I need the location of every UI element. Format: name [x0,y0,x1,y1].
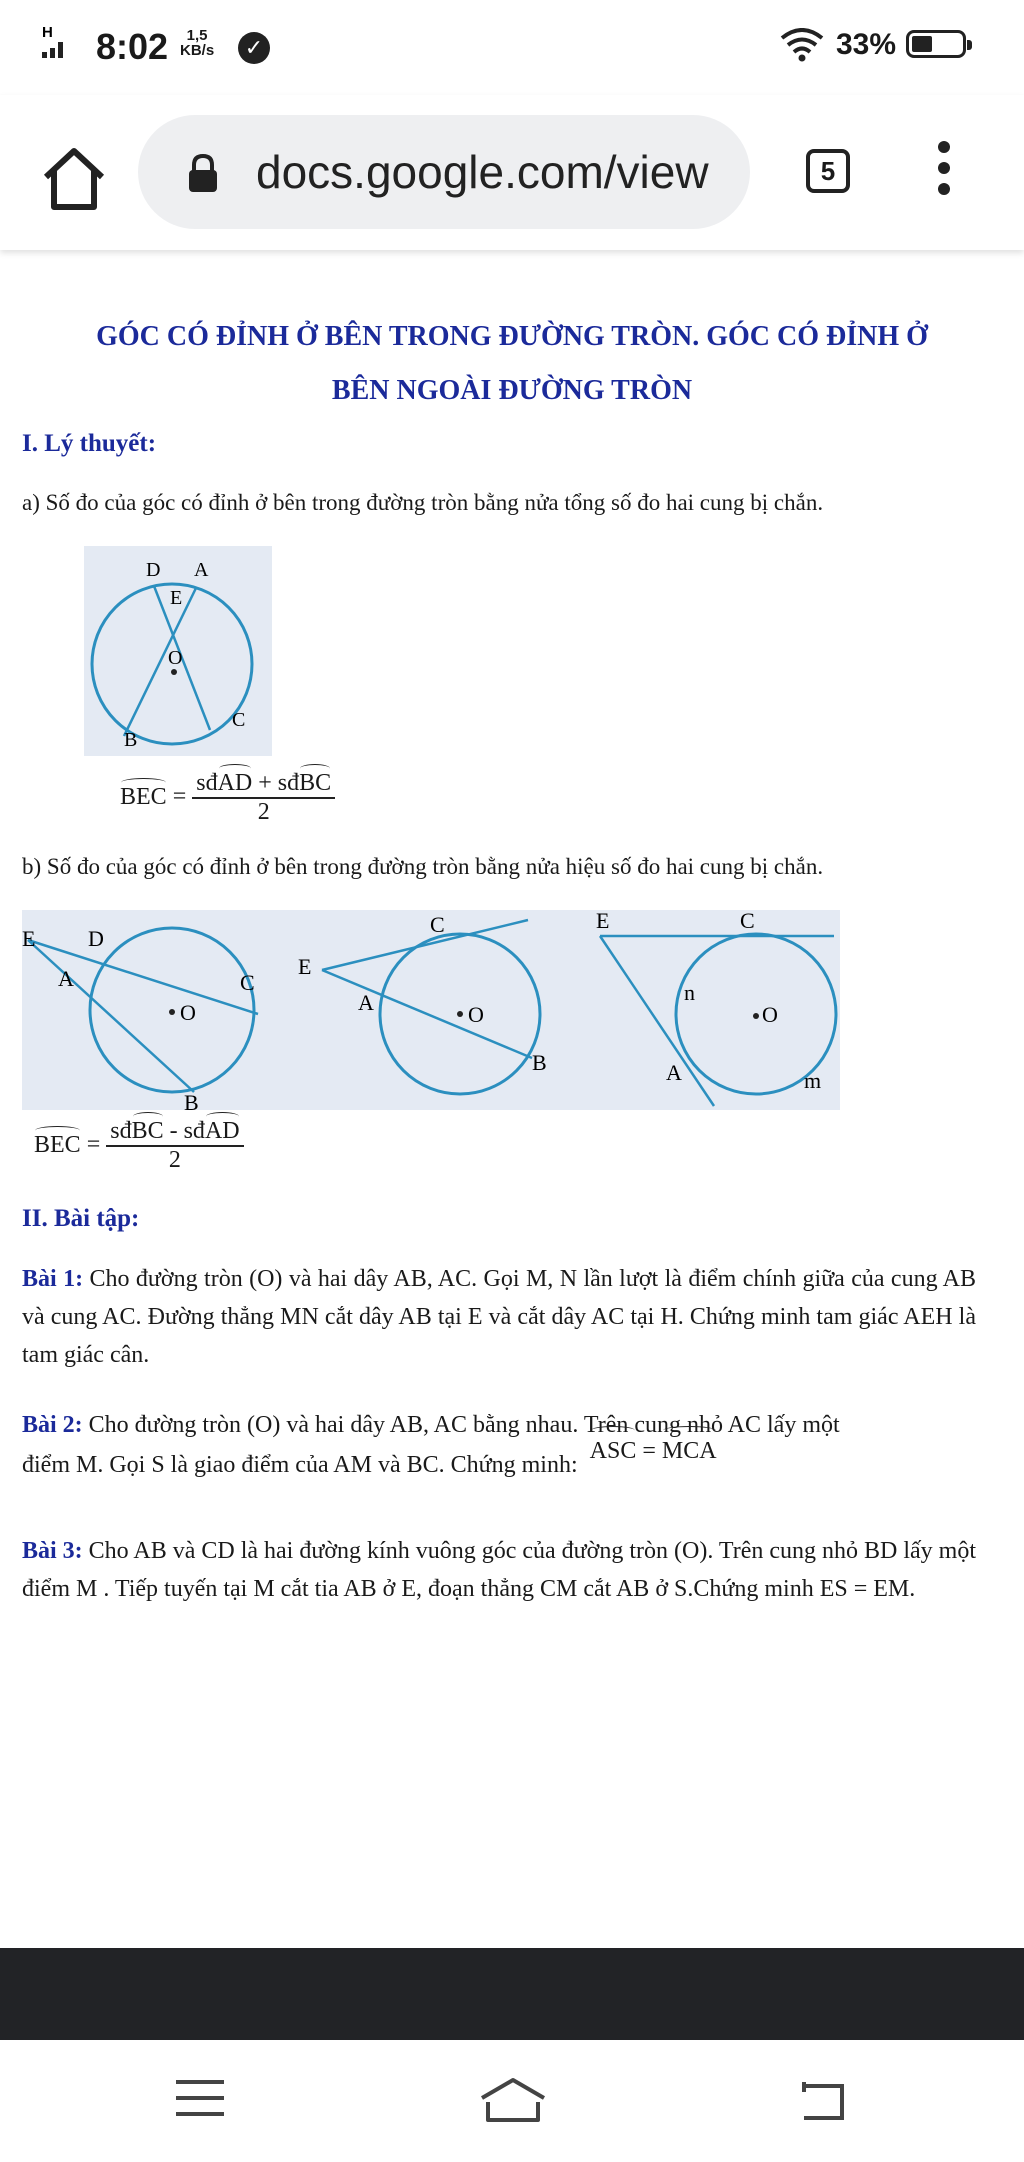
battery-percent: 33% [836,28,897,61]
status-bar [0,0,1024,95]
recent-apps-icon[interactable] [176,2080,224,2128]
svg-text:E: E [298,954,312,979]
home-icon[interactable] [38,143,110,215]
svg-text:C: C [232,709,246,731]
document-page [0,250,1024,1950]
network-speed: 1,5 KB/s [180,27,215,59]
svg-text:A: A [358,990,374,1015]
exercise-2-line2: điểm M. Gọi S là giao điểm của AM và BC. Chứng minh: ASC = MCA [22,1446,717,1484]
svg-text:C: C [430,912,445,937]
figure-angle-inside [84,546,272,756]
svg-text:E: E [170,587,183,609]
clock: 8:02 [96,26,169,67]
svg-text:H: H [42,24,53,41]
svg-text:O: O [762,1002,778,1027]
svg-text:E: E [22,926,36,951]
check-icon: ✓ [238,32,270,64]
formula-outside: BEC = $\frac{\text{sđBC - sđAD}}{2}$ [34,1118,244,1174]
svg-text:A: A [194,559,209,581]
section-heading-theory: I. Lý thuyết: [22,430,157,457]
bottom-dark-bar [0,1948,1024,2040]
signal-icon [40,24,88,73]
nav-home-icon[interactable] [478,2076,548,2131]
exercise-2-equation: ASC = MCA [590,1438,717,1464]
svg-text:C: C [240,970,255,995]
battery-icon [906,30,966,58]
overflow-menu-icon[interactable] [930,141,958,203]
svg-text:A: A [58,966,74,991]
lock-icon [186,153,220,198]
svg-text:E: E [596,910,610,933]
svg-text:D: D [146,559,161,581]
svg-text:B: B [124,729,138,751]
svg-text:A: A [666,1060,682,1085]
theory-b-text: b) Số đo của góc có đỉnh ở bên trong đường tròn bằng nửa hiệu số đo hai cung bị chắn. [22,854,824,879]
svg-text:C: C [740,910,755,933]
svg-text:D: D [88,926,104,951]
tab-switcher-button[interactable]: 5 [806,149,850,193]
url-text: docs.google.com/view [256,146,709,198]
formula-inside: BEC = $\frac{\text{sđAD + sđBC}}{2}$ [120,770,335,826]
address-bar[interactable] [138,115,750,229]
svg-text:O: O [180,1000,196,1025]
nav-back-icon[interactable] [798,2080,848,2129]
svg-text:m: m [804,1068,822,1093]
exercise-3: Bài 3: Cho AB và CD là hai đường kính vuông góc của đường tròn (O). Trên cung nhỏ BD lấy một điểm M . Tiếp tuyến tại M cắt tia AB ở E, đoạn thẳng CM cắt AB ở S.Chứng minh ES = EM. [22,1538,977,1602]
exercise-1: Bài 1: Cho đường tròn (O) và hai dây AB, AC. Gọi M, N lần lượt là điểm chính giữa của cung AB và cung AC. Đường thẳng MN cắt dây AB tại E và cắt dây AC tại H. Chứng minh tam giác AEH là tam giác cân. [22,1266,977,1368]
section-heading-exercises: II. Bài tập: [22,1205,140,1232]
theory-a-text: a) Số đo của góc có đỉnh ở bên trong đường tròn bằng nửa tổng số đo hai cung bị chắn. [22,490,824,515]
browser-toolbar [0,95,1024,250]
wifi-icon [778,28,826,67]
exercise-2: Bài 2: Cho đường tròn (O) và hai dây AB, AC bằng nhau. Trên cung nhỏ AC lấy một [22,1412,840,1438]
svg-text:O: O [168,647,183,669]
svg-text:B: B [184,1090,199,1110]
system-nav-bar [0,2040,1024,2162]
svg-text:B: B [532,1050,547,1075]
figure-angle-outside [22,910,840,1110]
svg-text:n: n [684,980,695,1005]
svg-text:O: O [468,1002,484,1027]
page-title: GÓC CÓ ĐỈNH Ở BÊN TRONG ĐƯỜNG TRÒN. GÓC CÓ ĐỈNH Ở BÊN NGOÀI ĐƯỜNG TRÒN [96,321,928,406]
